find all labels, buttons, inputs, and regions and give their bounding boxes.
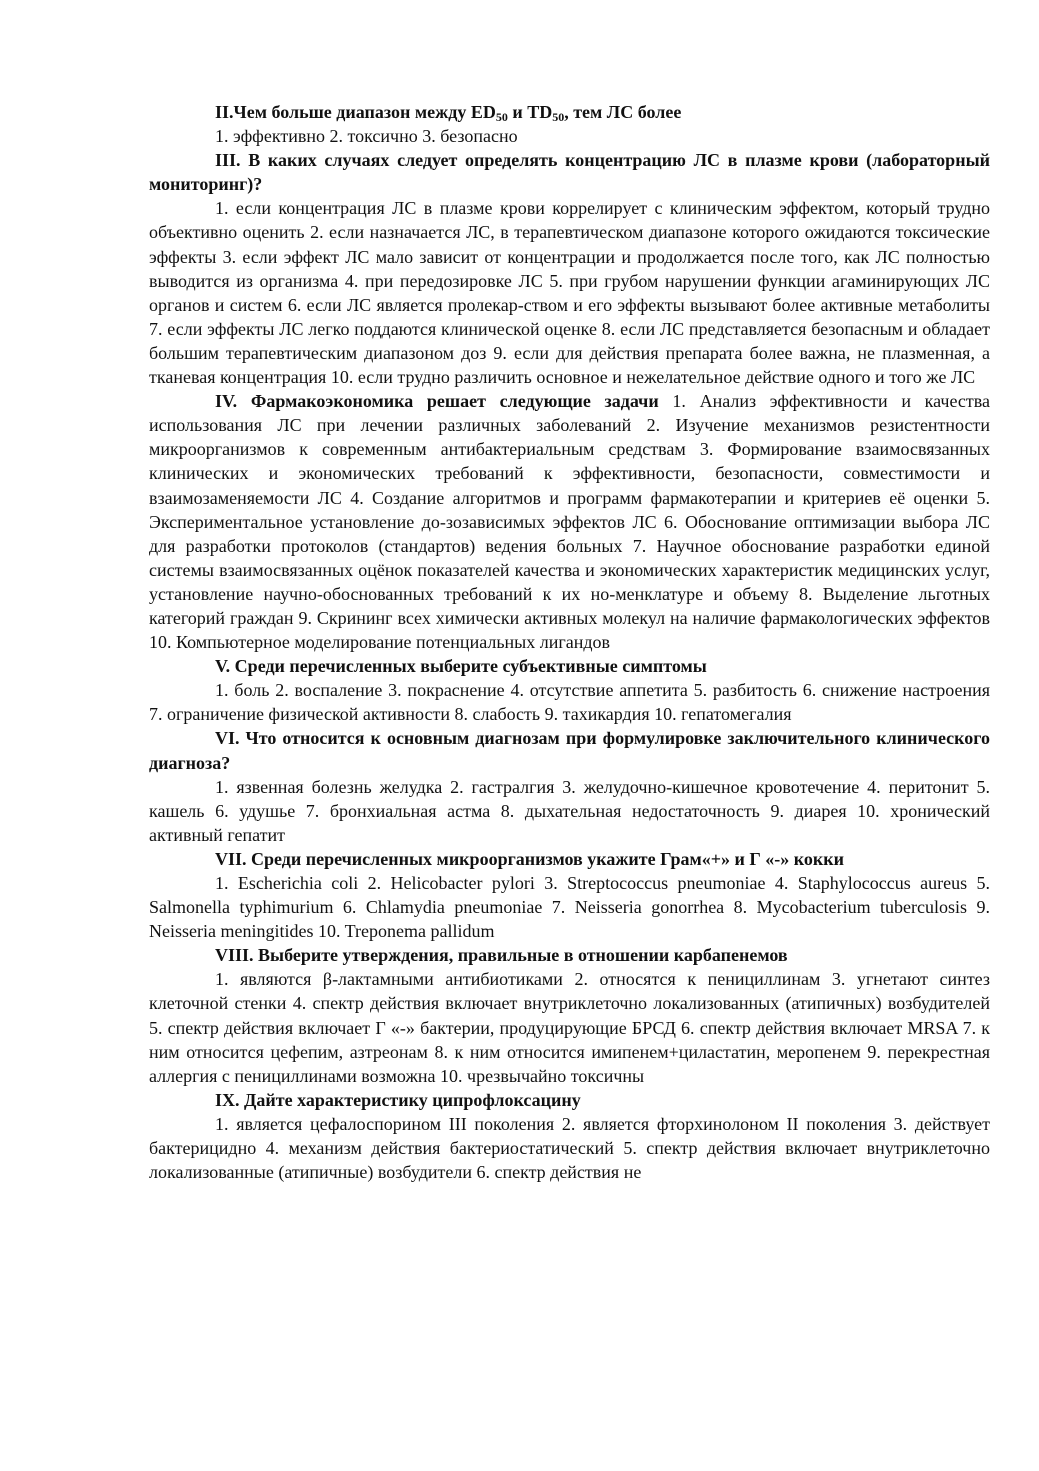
question-6-title: VI. Что относится к основным диагнозам при формулировке заключительного клинического диагноза? (149, 728, 990, 773)
question-3-answers: 1. если концентрация ЛС в плазме крови коррелирует с клиническим эффектом, который трудно объективно оценить 2. если назначается ЛС, в терапевтическом диапазоне которого ожидаются токсические эффекты 3. если эффект ЛС мало зависит от концентрации и продолжается после того, как ЛС полностью выводится из организма 4. при передозировке ЛС 5. при грубом нарушении функции агаминирующих ЛС органов и систем 6. если ЛС является пролекар-ством и его эффекты вызывают более активные метаболиты 7. если эффекты ЛС легко поддаются клинической оценке 8. если ЛС представляется безопасным и обладает большим терапевтическим диапазоном доз 9. если для действия препарата более важна, не плазменная, а тканевая концентрация 10. если трудно различить основное и нежелательное действие одного и того же ЛС (149, 198, 990, 388)
question-4-title: IV. Фармакоэкономика решает следующие задачи (215, 391, 659, 412)
question-9-answers: 1. является цефалоспорином III поколения 2. является фторхинолоном II поколения 3. действует бактерицидно 4. механизм действия бактериостатический 5. спектр действия включает внутриклеточно локализованные (атипичные) возбудители 6. спектр действия не (149, 1113, 990, 1183)
question-4-answers: 1. Анализ эффективности и качества использования ЛС при лечении различных заболеваний 2. Изучение механизмов резистентности микроорганизмов к современным антибактериальным средствам 3. Формирование взаимосвязанных клинических и экономических требований к эффективности, безопасности, совместимости и взаимозаменяемости ЛС 4. Создание алгоритмов и программ фармакотерапии и критериев её оценки 5. Экспериментальное установление до-зозависимых эффектов ЛС 6. Обоснование оптимизации выбора ЛС для разработки протоколов (стандартов) ведения больных 7. Научное обоснование разработки единой системы взаимосвязанных оцёнок показателей качества и экономических характеристик медицинских услуг, установление научно-обоснованных требований к их но-менклатуре и объему 8. Выделение льготных категорий граждан 9. Скрининг всех химически активных молекул на наличие фармакологических эффектов 10. Компьютерное моделирование потенциальных лигандов (149, 391, 990, 653)
question-5-title: V. Среди перечисленных выберите субъективные симптомы (215, 656, 707, 677)
question-2-title-text: , тем ЛС более (564, 102, 682, 122)
question-8-title: VIII. Выберите утверждения, правильные в отношении карбапенемов (215, 945, 788, 966)
question-7-answers: 1. Escherichia coli 2. Helicobacter pylori 3. Streptococcus pneumoniae 4. Staphylococcus aureus 5. Salmonella typhimurium 6. Chlamydia pneumoniae 7. Neisseria gonorrhea 8. Mycobacterium tuberculosis 9. Neisseria meningitides 10. Treponema pallidum (149, 873, 990, 942)
question-8-answers: 1. являются β-лактамными антибиотиками 2. относятся к пенициллинам 3. угнетают синтез клеточной стенки 4. спектр действия включает внутриклеточно локализованных (атипичных) возбудителей 5. спектр действия включает Г «-» бактерии, продуцирующие БРСД 6. спектр действия включает MRSA 7. к ним относится цефепим, азтреонам 8. к ним относится имипенем+циластатин, меропенем 9. перекрестная аллергия с пенициллинами возможна 10. чрезвычайно токсичны (149, 969, 990, 1086)
question-2-title-text: II.Чем больше диапазон между ED (215, 102, 496, 122)
document-page (149, 100, 990, 1184)
question-4-block (149, 389, 990, 654)
question-2-title (149, 100, 990, 124)
subscript-50: 50 (552, 110, 565, 124)
question-2-answers: 1. эффективно 2. токсично 3. безопасно (215, 126, 518, 147)
question-3-title: III. В каких случаях следует определять концентрацию ЛС в плазме крови (лабораторный мониторинг)? (149, 150, 990, 195)
subscript-50: 50 (495, 110, 508, 124)
question-5-answers: 1. боль 2. воспаление 3. покраснение 4. отсутствие аппетита 5. разбитость 6. снижение настроения 7. ограничение физической активности 8. слабость 9. тахикардия 10. гепатомегалия (149, 680, 990, 725)
question-7-title: VII. Среди перечисленных микроорганизмов укажите Грам«+» и Г «-» кокки (215, 848, 845, 869)
question-9-title: IX. Дайте характеристику ципрофлоксацину (215, 1089, 581, 1110)
question-6-answers: 1. язвенная болезнь желудка 2. гастралгия 3. желудочно-кишечное кровотечение 4. перитонит 5. кашель 6. удушье 7. бронхиальная астма 8. дыхательная недостаточность 9. диарея 10. хронический активный гепатит (149, 776, 990, 845)
question-2-title-text: и TD (507, 102, 553, 122)
